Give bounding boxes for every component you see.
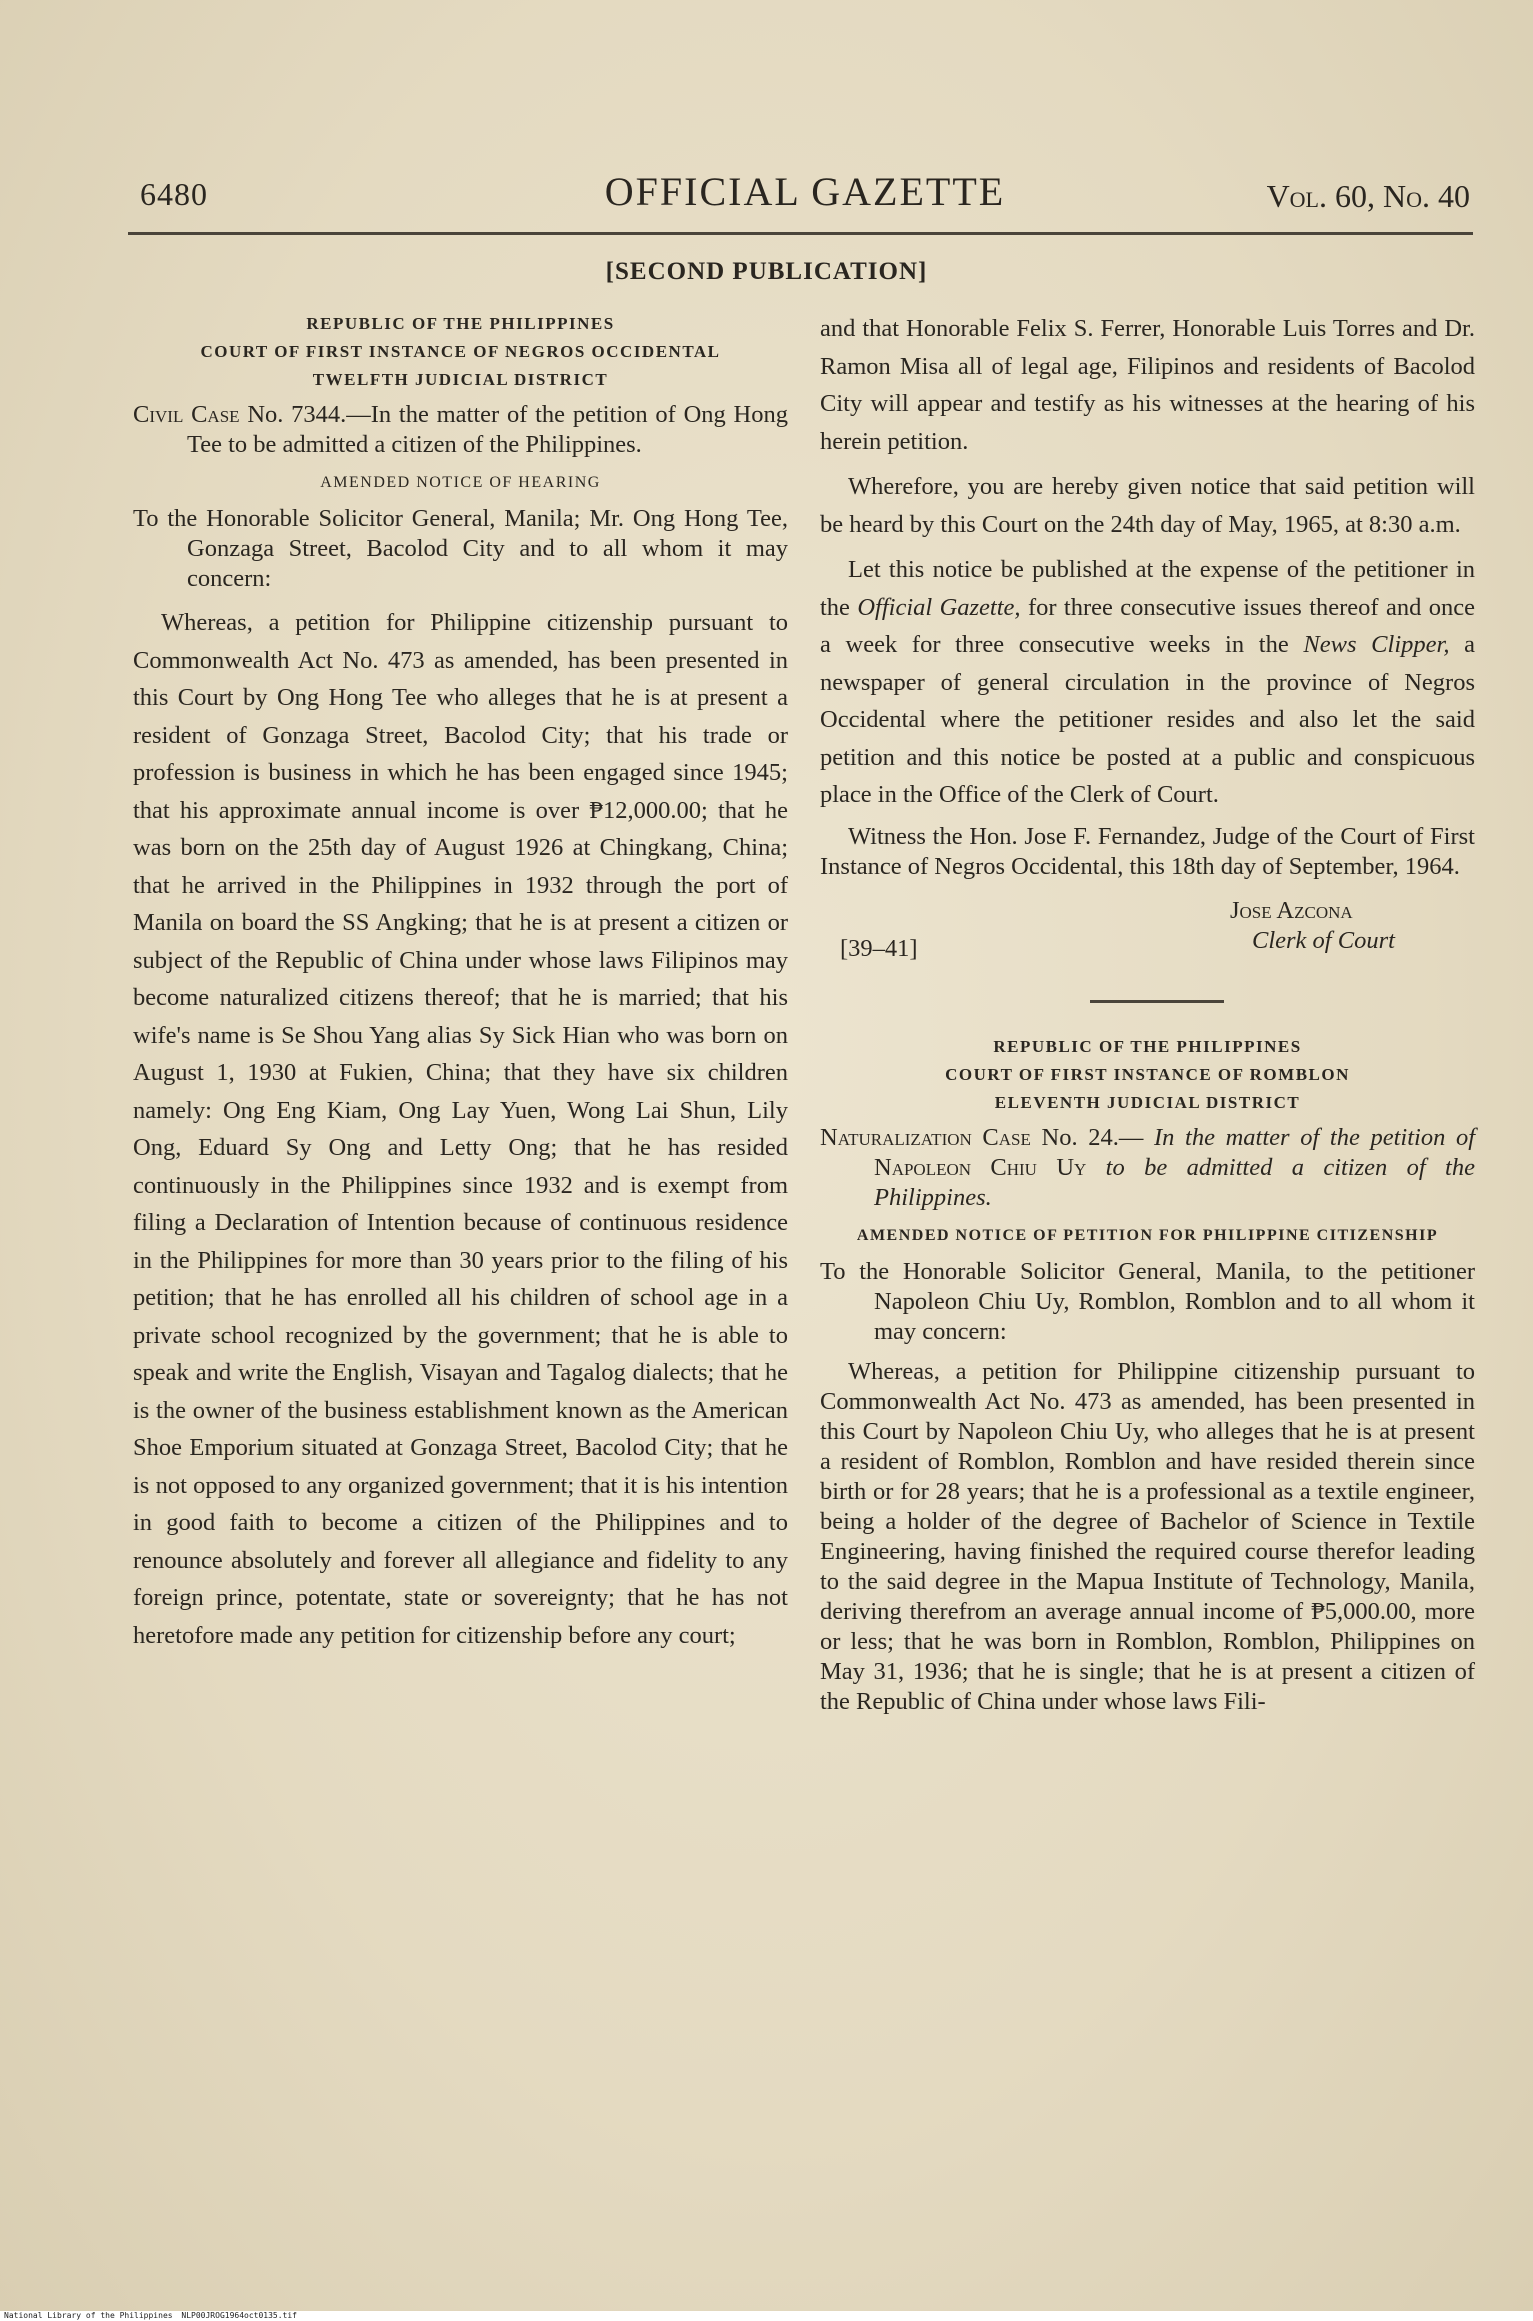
publication-paragraph xyxy=(820,551,1475,814)
case-caption xyxy=(133,400,788,460)
court-line-1: REPUBLIC OF THE PHILIPPINES xyxy=(306,314,615,333)
publish-text-a: Let this notice be published at the expense of the petitioner in the xyxy=(820,556,1475,621)
publication-label: [SECOND PUBLICATION] xyxy=(605,258,928,285)
case2-prefix: Naturalization Case xyxy=(820,1123,1031,1151)
witness-paragraph: Witness the Hon. Jose F. Fernandez, Judge of the Court of First Instance of Negros Occidental, this 18th day of September, 1964. xyxy=(820,822,1475,880)
notice-title-2: AMENDED NOTICE OF PETITION FOR PHILIPPINE CITIZENSHIP xyxy=(856,1226,1439,1244)
issue-reference: [39–41] xyxy=(840,934,918,962)
signer-name: Jose Azcona xyxy=(1230,896,1353,924)
case2-text-b: to be admitted a citizen of the Philippines. xyxy=(874,1153,1475,1211)
footer-file: NLP00JROG1964oct0135.tif xyxy=(181,2311,297,2320)
right-column xyxy=(820,310,1475,1725)
section-divider xyxy=(1090,1000,1224,1003)
page-header xyxy=(140,168,1470,228)
notice-title: AMENDED NOTICE OF HEARING xyxy=(320,474,601,491)
court2-line-3: ELEVENTH JUDICIAL DISTRICT xyxy=(994,1092,1301,1112)
court-heading xyxy=(133,310,788,394)
page-number: 6480 xyxy=(140,176,208,212)
scan-footer xyxy=(0,2311,1533,2321)
notice-address: To the Honorable Solicitor General, Manila; Mr. Ong Hong Tee, Gonzaga Street, Bacolod City and to all whom it may concern: xyxy=(133,505,788,592)
notice-address-2: To the Honorable Solicitor General, Manila, to the petitioner Napoleon Chiu Uy, Romblon, Romblon and to all whom it may concern: xyxy=(820,1257,1475,1345)
court-line-2: COURT OF FIRST INSTANCE OF NEGROS OCCIDENTAL xyxy=(200,342,721,361)
case2-text-a: In the matter of the petition of xyxy=(1154,1123,1476,1151)
gazette-title: OFFICIAL GAZETTE xyxy=(604,169,1006,214)
petition-body-2: Whereas, a petition for Philippine citizenship pursuant to Commonwealth Act No. 473 as amended, has been presented in this Court by Napoleon Chiu Uy, who alleges that he is at present a resident of Romblon, Romblon and have resided therein since birth or for 28 years; that he is a professional as a textile engineer, being a holder of the degree of Bachelor of Science in Textile Engineering, having finished the required course therefor leading to the said degree in the Mapua Institute of Technology, Manila, deriving therefrom an average annual income of ₱5,000.00, more or less; that he was born in Romblon, Romblon, Philippines on May 31, 1936; that he is single; that he is at present a citizen of the Republic of China under whose laws Fili- xyxy=(820,1357,1475,1715)
publish-text-b: for three consecutive issues thereof and once a week for three consecutive weeks in the xyxy=(820,593,1475,658)
case2-number: No. 24.— xyxy=(1041,1123,1144,1151)
signature-block xyxy=(820,892,1475,970)
news-clipper-ref: News Clipper, xyxy=(1303,631,1450,658)
court2-line-2: COURT OF FIRST INSTANCE OF ROMBLON xyxy=(945,1064,1350,1084)
signer-title: Clerk of Court xyxy=(1252,926,1395,954)
case-prefix: Civil Case xyxy=(133,401,240,428)
case2-petitioner: Napoleon Chiu Uy xyxy=(874,1153,1087,1181)
left-column xyxy=(133,310,788,1662)
court2-line-1: REPUBLIC OF THE PHILIPPINES xyxy=(993,1036,1302,1056)
case-caption-2 xyxy=(820,1123,1475,1213)
court-heading-2 xyxy=(820,1033,1475,1117)
wherefore-paragraph: Wherefore, you are hereby given notice that said petition will be heard by this Court on the 24th day of May, 1965, at 8:30 a.m. xyxy=(820,473,1475,538)
volume-label: Vol. 60, No. 40 xyxy=(1266,178,1470,214)
footer-library: National Library of the Philippines xyxy=(4,2311,173,2320)
header-rule xyxy=(128,232,1473,235)
official-gazette-ref: Official Gazette, xyxy=(857,593,1021,621)
publish-text-c: a newspaper of general circulation in the province of Negros Occidental where the petitioner resides and also let the said petition and this notice be posted at a public and conspicuous place in the Office of the Clerk of Court. xyxy=(820,631,1476,808)
case-text: No. 7344.—In the matter of the petition of Ong Hong Tee to be admitted a citizen of the Philippines. xyxy=(187,401,788,458)
court-line-3: TWELFTH JUDICIAL DISTRICT xyxy=(312,370,609,389)
petition-body: Whereas, a petition for Philippine citizenship pursuant to Commonwealth Act No. 473 as amended, has been presented in this Court by Ong Hong Tee who alleges that he is at present a resident of Gonzaga Street, Bacolod City; that his trade or profession is business in which he has been engaged since 1945; that his approximate annual income is over ₱12,000.00; that he was born on the 25th day of August 1926 at Chingkang, China; that he arrived in the Philippines in 1932 through the port of Manila on board the SS Angking; that he is at present a citizen or subject of the Republic of China under whose laws Filipinos may become naturalized citizens thereof; that he is married; that his wife's name is Se Shou Yang alias Sy Sick Hian who was born on August 1, 1930 at Fukien, China; that they have six children namely: Ong Eng Kiam, Ong Lay Yuen, Wong Lai Shun, Lily Ong, Eduard Sy Ong and Letty Ong; that he has resided continuously in the Philippines since 1932 and is exempt from filing a Declaration of Intention because of continuous residence in the Philippines for more than 30 years prior to the filing of his petition; that he has enrolled all his children of school age in a private school recognized by the government; that he is able to speak and write the English, Visayan and Tagalog dialects; that he is the owner of the business establishment known as the American Shoe Emporium situated at Gonzaga Street, Bacolod City; that he is not opposed to any organized government; that it is his intention in good faith to become a citizen of the Philippines and to renounce absolutely and forever all allegiance and fidelity to any foreign prince, potentate, state or sovereignty; that he has not heretofore made any petition for citizenship before any court; xyxy=(133,609,788,1649)
witnesses-paragraph: and that Honorable Felix S. Ferrer, Honorable Luis Torres and Dr. Ramon Misa all of legal age, Filipinos and residents of Bacolod City will appear and testify as his witnesses at the hearing of his herein petition. xyxy=(820,315,1475,455)
